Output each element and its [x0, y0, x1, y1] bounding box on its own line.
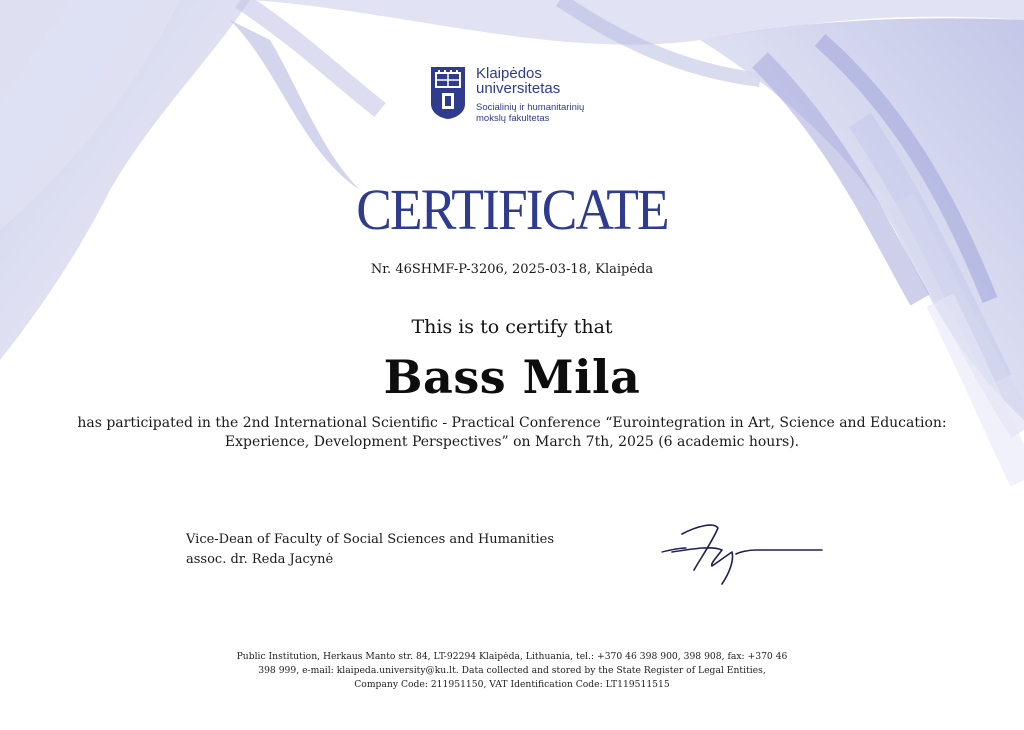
description-line-2: Experience, Development Perspectives” on March 7th, 2025 (6 academic hours).	[224, 434, 800, 450]
certificate-number: Nr. 46SHMF-P-3206, 2025-03-18, Klaipėda	[370, 262, 654, 277]
logo-university-line2: universitetas	[476, 80, 561, 97]
certify-text: This is to certify that	[411, 316, 613, 338]
university-logo	[430, 66, 584, 124]
logo-faculty-line2: mokslų fakultetas	[476, 113, 550, 124]
recipient-name: Bass Mila	[383, 350, 641, 404]
footer-line-2: 398 999, e-mail: klaipeda.university@ku.lt. Data collected and stored by the State Register of Legal Entities,	[258, 665, 766, 676]
university-shield-icon	[430, 66, 466, 120]
handwritten-signature	[652, 512, 827, 592]
institution-footer	[220, 650, 804, 692]
signer-block	[186, 530, 554, 570]
logo-university-line1: Klaipėdos	[476, 65, 542, 82]
signer-name: assoc. dr. Reda Jacynė	[186, 552, 334, 567]
signer-position: Vice-Dean of Faculty of Social Sciences and Humanities	[186, 532, 555, 547]
footer-line-3: Company Code: 211951150, VAT Identification Code: LT119511515	[354, 679, 670, 690]
certificate-title: CERTIFICATE	[356, 177, 668, 242]
logo-faculty-line1: Socialinių ir humanitarinių	[476, 102, 585, 113]
footer-line-1: Public Institution, Herkaus Manto str. 84, LT-92294 Klaipėda, Lithuania, tel.: +370 46 398 900, 398 908, fax: +370 46	[236, 651, 788, 662]
participation-description	[60, 414, 964, 452]
description-line-1: has participated in the 2nd International Scientific - Practical Conference “Eurointegration in Art, Science and Education:	[77, 415, 947, 431]
